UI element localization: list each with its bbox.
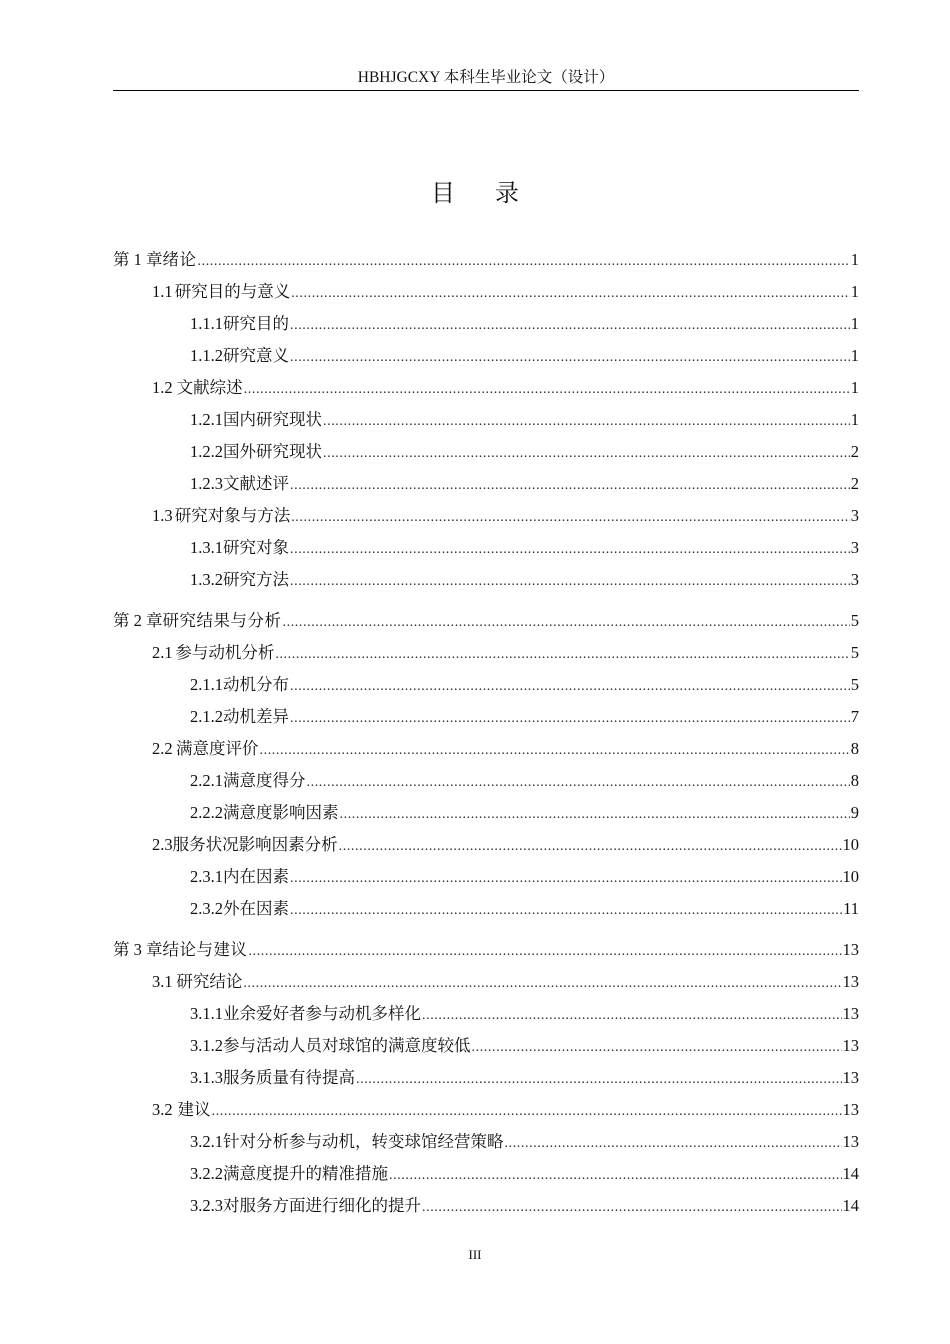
toc-entry-number: 1.1.2 — [190, 346, 223, 365]
toc-entry-title: 外在因素 — [223, 899, 289, 918]
toc-entry-page: 14 — [842, 1196, 859, 1215]
toc-leader-dots — [422, 1194, 842, 1222]
toc-entry-title: 研究目的 — [223, 314, 289, 333]
toc-entry[interactable] — [113, 895, 859, 923]
toc-leader-dots — [290, 472, 850, 500]
toc-entry-page: 13 — [842, 1100, 859, 1119]
toc-entry[interactable] — [113, 1064, 859, 1092]
toc-entry-page: 3 — [850, 506, 859, 525]
toc-entry-page: 14 — [842, 1164, 859, 1183]
toc-entry-number: 1.2 — [152, 378, 173, 397]
toc-entry-page: 13 — [842, 1132, 859, 1151]
toc-entry-number: 3.1.2 — [190, 1036, 223, 1055]
toc-entry-page: 3 — [850, 538, 859, 557]
toc-entry-number: 3.1 — [152, 972, 173, 991]
toc-entry-number: 2.1.1 — [190, 675, 223, 694]
toc-leader-dots — [212, 1098, 842, 1126]
toc-entry[interactable] — [113, 1192, 859, 1220]
toc-entry-page: 8 — [850, 739, 859, 758]
toc-entry-title: 对服务方面进行细化的提升 — [223, 1196, 421, 1215]
toc-entry-page: 1 — [850, 314, 859, 333]
toc-entry-number: 2.3.1 — [190, 867, 223, 886]
toc-entry-title: 研究意义 — [223, 346, 289, 365]
toc-entry[interactable] — [113, 470, 859, 498]
toc-entry-number: 1.2.3 — [190, 474, 223, 493]
toc-entry-page: 3 — [850, 570, 859, 589]
toc-entry[interactable] — [113, 310, 859, 338]
toc-entry-title: 满意度影响因素 — [223, 803, 339, 822]
toc-entry-number: 1.2.2 — [190, 442, 223, 461]
toc-entry-title: 动机差异 — [223, 707, 289, 726]
toc-entry-title: 结论与建议 — [162, 940, 248, 959]
toc-entry-page: 1 — [850, 282, 859, 301]
toc-entry-page: 1 — [850, 346, 859, 365]
toc-entry-title: 针对分析参与动机，转变球馆经营策略 — [223, 1132, 504, 1151]
toc-entry-number: 2.2 — [152, 739, 173, 758]
toc-entry-number: 1.2.1 — [190, 410, 223, 429]
toc-entry-title: 国内研究现状 — [223, 410, 322, 429]
toc-entry-title: 建议 — [177, 1100, 211, 1119]
toc-entry[interactable] — [113, 1096, 859, 1124]
toc-entry-page: 13 — [842, 972, 859, 991]
toc-entry-number: 2.1.2 — [190, 707, 223, 726]
toc-entry-page: 2 — [850, 474, 859, 493]
toc-entry-page: 11 — [843, 899, 859, 918]
toc-entry-number: 3.2 — [152, 1100, 173, 1119]
toc-entry-title: 内在因素 — [223, 867, 289, 886]
toc-leader-dots — [472, 1034, 842, 1062]
toc-entry[interactable] — [113, 342, 859, 370]
toc-entry-page: 10 — [842, 867, 859, 886]
toc-entry[interactable] — [113, 406, 859, 434]
toc-entry[interactable] — [113, 566, 859, 594]
toc-entry-title: 业余爱好者参与动机多样化 — [223, 1004, 421, 1023]
toc-entry[interactable] — [113, 607, 859, 635]
toc-leader-dots — [290, 705, 850, 733]
toc-entry-title: 研究结论 — [176, 972, 243, 991]
toc-leader-dots — [323, 440, 850, 468]
toc-entry-page: 10 — [842, 835, 859, 854]
toc-entry-title: 参与活动人员对球馆的满意度较低 — [223, 1036, 471, 1055]
toc-leader-dots — [243, 970, 841, 998]
toc-entry-page: 1 — [850, 410, 859, 429]
toc-leader-dots — [291, 280, 850, 308]
toc-leader-dots — [323, 408, 850, 436]
toc-entry-number: 2.3.2 — [190, 899, 223, 918]
toc-entry-number: 2.2.2 — [190, 803, 223, 822]
toc-entry-number: 1.1 — [152, 282, 173, 301]
page-footer — [0, 1246, 950, 1264]
toc-entry-title: 研究方法 — [223, 570, 289, 589]
toc-leader-dots — [290, 673, 850, 701]
toc-entry-number: 3.1.1 — [190, 1004, 223, 1023]
toc-entry-title: 动机分布 — [223, 675, 289, 694]
toc-entry[interactable] — [113, 1128, 859, 1156]
toc-entry-number: 1.3.1 — [190, 538, 223, 557]
toc-entry-page: 5 — [850, 611, 859, 630]
toc-entry-number: 1.1.1 — [190, 314, 223, 333]
toc-entry-title: 文献述评 — [223, 474, 289, 493]
toc-leader-dots — [290, 344, 850, 372]
toc-entry-number: 第 2 章 — [113, 611, 163, 630]
toc-entry[interactable] — [113, 502, 859, 530]
toc-leader-dots — [505, 1130, 842, 1158]
toc-entry-number: 1.3 — [152, 506, 173, 525]
toc-entry[interactable] — [113, 278, 859, 306]
toc-entry-title: 服务状况影响因素分析 — [172, 835, 338, 854]
toc-entry[interactable] — [113, 767, 859, 795]
toc-entry-title: 文献综述 — [176, 378, 243, 397]
toc-entry-page: 13 — [842, 1036, 859, 1055]
toc-entry[interactable] — [113, 863, 859, 891]
toc-entry-page: 8 — [850, 771, 859, 790]
toc-entry-page: 9 — [850, 803, 859, 822]
toc-leader-dots — [249, 938, 842, 966]
page-header — [113, 66, 859, 91]
toc-leader-dots — [356, 1066, 842, 1094]
toc-entry-number: 3.2.2 — [190, 1164, 223, 1183]
toc-entry[interactable] — [113, 1000, 859, 1028]
toc-entry-page: 13 — [842, 940, 859, 959]
toc-entry-page: 2 — [850, 442, 859, 461]
toc-entry-title: 研究对象与方法 — [174, 506, 291, 525]
toc-leader-dots — [290, 312, 850, 340]
toc-entry-page: 7 — [850, 707, 859, 726]
toc-leader-dots — [283, 609, 850, 637]
toc-leader-dots — [290, 865, 842, 893]
toc-leader-dots — [339, 833, 842, 861]
toc-entry[interactable] — [113, 799, 859, 827]
toc-entry-page: 1 — [850, 378, 859, 397]
toc-entry-number: 1.3.2 — [190, 570, 223, 589]
toc-entry-number: 2.2.1 — [190, 771, 223, 790]
toc-entry-number: 3.1.3 — [190, 1068, 223, 1087]
toc-entry-page: 5 — [850, 675, 859, 694]
footer-page-number: III — [468, 1247, 482, 1262]
toc-entry-number: 第 3 章 — [113, 940, 163, 959]
toc-entry-title: 满意度提升的精准措施 — [223, 1164, 388, 1183]
toc-leader-dots — [290, 897, 842, 925]
toc-entry-number: 第 1 章 — [113, 250, 163, 269]
toc-leader-dots — [340, 801, 850, 829]
toc-leader-dots — [422, 1002, 842, 1030]
toc-leader-dots — [290, 536, 850, 564]
toc-entry[interactable] — [113, 831, 859, 859]
toc-entry-number: 2.3 — [152, 835, 173, 854]
toc-entry-title: 研究结果与分析 — [162, 611, 282, 630]
toc-entry-page: 13 — [842, 1004, 859, 1023]
toc-title: 目录 — [431, 181, 559, 207]
toc-entry[interactable] — [113, 968, 859, 996]
toc-entry[interactable] — [113, 1160, 859, 1188]
toc-entry-title: 国外研究现状 — [223, 442, 322, 461]
toc-leader-dots — [260, 737, 850, 765]
toc-entry-title: 研究目的与意义 — [174, 282, 291, 301]
toc-entry-title: 参与动机分析 — [175, 643, 275, 662]
toc-entry[interactable] — [113, 374, 859, 402]
toc-leader-dots — [389, 1162, 842, 1190]
toc-entry-page: 5 — [850, 643, 859, 662]
toc-leader-dots — [307, 769, 850, 797]
toc-entry[interactable] — [113, 534, 859, 562]
toc-leader-dots — [291, 504, 850, 532]
toc-entry-page: 13 — [842, 1068, 859, 1087]
toc-entry-number: 3.2.1 — [190, 1132, 223, 1151]
toc-entry-title: 满意度得分 — [223, 771, 306, 790]
toc-leader-dots — [198, 248, 850, 276]
toc-entry-title: 满意度评价 — [176, 739, 259, 758]
toc-entry[interactable] — [113, 246, 859, 274]
toc-entry[interactable] — [113, 438, 859, 466]
toc-entry-page: 1 — [850, 250, 859, 269]
toc-entry[interactable] — [113, 671, 859, 699]
toc-leader-dots — [290, 568, 850, 596]
toc-entry[interactable] — [113, 703, 859, 731]
toc-entry-title: 研究对象 — [223, 538, 289, 557]
toc-leader-dots — [244, 376, 850, 404]
toc-entry[interactable] — [113, 639, 859, 667]
toc-entry[interactable] — [113, 1032, 859, 1060]
toc-entry[interactable] — [113, 936, 859, 964]
toc-leader-dots — [275, 641, 849, 669]
toc-entry-number: 3.2.3 — [190, 1196, 223, 1215]
toc-entry[interactable] — [113, 735, 859, 763]
toc-entry-number: 2.1 — [152, 643, 173, 662]
header-title: HBHJGCXY 本科生毕业论文（设计） — [357, 69, 615, 86]
toc-entry-title: 服务质量有待提高 — [223, 1068, 355, 1087]
toc-entry-title: 绪论 — [162, 250, 197, 269]
